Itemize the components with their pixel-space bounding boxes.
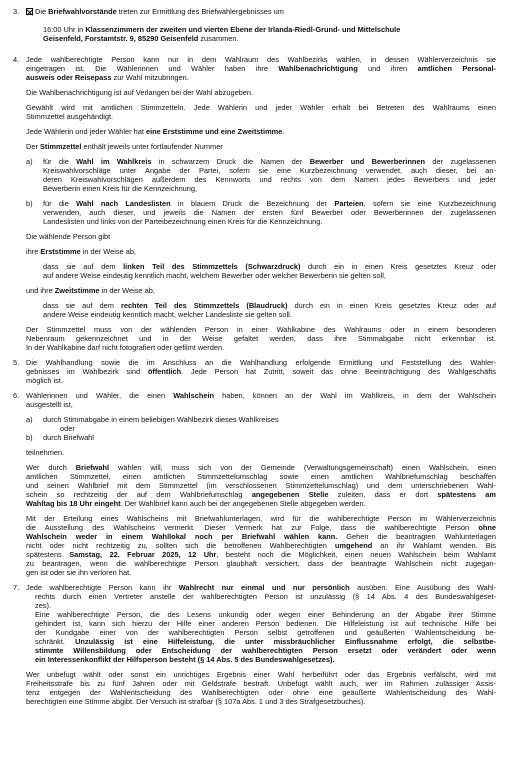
- text-segment: wählen will, muss sich von der Gemeinde (Verwaltungsgemeinschaft) einen Wahlschein, einen: [109, 463, 496, 472]
- text-segment: Freiheitsstrafe bis zu fünf Jahren oder mit Geldstrafe bestraft. Unbefugt wählt auch, wer im Rahmen zulässiger Assis-: [26, 679, 496, 688]
- text-segment: und ihren: [357, 64, 418, 73]
- bold-text: angegebenen Stelle: [251, 490, 329, 499]
- text-segment: 6.: [13, 391, 20, 400]
- text-line: [43, 310, 443, 319]
- text-line: [43, 184, 343, 193]
- text-segment: für die: [43, 157, 77, 166]
- text-line: [35, 655, 435, 664]
- text-line: [26, 376, 126, 385]
- text-segment: dass sie auf dem: [43, 262, 124, 271]
- bold-text: Stimmzettel: [39, 142, 82, 151]
- text-segment: spätestens: [26, 550, 70, 559]
- text-segment: Eine wahlberechtigte Person, die des Lesens unkundig oder wegen einer Behinderung an der Abgabe ihrer Stimme: [35, 610, 496, 619]
- bold-text: ohne: [478, 523, 496, 532]
- text-line: [43, 217, 443, 226]
- text-line: [26, 358, 496, 367]
- text-line: [26, 472, 496, 481]
- bold-text: Wahlbenachrichtigung: [278, 64, 358, 73]
- text-segment: schein so rechtzeitig der auf dem Wahlbriefumschlag: [26, 490, 252, 499]
- text-line: [26, 325, 496, 334]
- text-line: [43, 166, 496, 175]
- text-segment: 5.: [13, 358, 20, 367]
- text-segment: Der: [26, 142, 40, 151]
- text-segment: a): [26, 415, 33, 424]
- text-segment: 7.: [13, 583, 20, 592]
- text-segment: . Der Wahlbrief kann auch bei der angegebenen Stelle abgegeben werden.: [120, 499, 366, 508]
- text-line: [26, 64, 496, 73]
- text-segment: Landeslisten und links von der Parteibezeichnung einen Kreis für die Kennzeichnung.: [43, 217, 323, 226]
- text-segment: zur Wahl mitzubringen.: [111, 73, 189, 82]
- text-line: [35, 592, 496, 601]
- text-line: [43, 271, 443, 280]
- text-segment: gehindert ist, kann sich hierzu der Hilfe einer anderen Person bedienen. Die Hilfeleistung ist auf technische Hilfe bei: [35, 619, 496, 628]
- text-segment: Die: [35, 7, 49, 16]
- text-segment: durch Stimmabgabe in einem beliebigen Wahlbezirk dieses Wahlkreises: [43, 415, 279, 424]
- bold-text: umgehend: [334, 541, 373, 550]
- text-segment: die Ausstellung des Wahlscheins vermerkt. Dieser Vermerk hat zur Folge, dass die wahlberechtigte Person: [26, 523, 479, 532]
- text-line: [43, 262, 496, 271]
- text-line: [26, 670, 496, 679]
- text-line: [35, 619, 496, 628]
- bold-text: Wahlrecht nur einmal und nur persönlich: [178, 583, 350, 592]
- text-line: [26, 232, 226, 241]
- text-line: [26, 568, 226, 577]
- text-segment: .: [282, 127, 285, 136]
- text-segment: b): [26, 199, 33, 208]
- text-line: [26, 433, 38, 442]
- text-segment: eingetragen ist. Die Wählerinnen und Wähler haben ihre: [26, 64, 279, 73]
- bold-text: Unzulässig ist eine Hilfeleistung, die unter missbräuchlicher Einflussnahme erfolgt, die selbstbe-: [75, 637, 496, 646]
- bold-text: Erststimme: [40, 247, 81, 256]
- bold-text: Parteien: [334, 199, 364, 208]
- bold-text: öffentlich: [147, 367, 182, 376]
- text-line: [43, 301, 496, 310]
- text-line: [26, 679, 496, 688]
- text-segment: der zugelassenen: [425, 157, 496, 166]
- bold-text: rechten Teil des Stimmzettels (Blaudruck): [120, 301, 288, 310]
- text-line: [26, 481, 496, 490]
- text-segment: ihre: [26, 247, 41, 256]
- text-segment: Jede Wählerin und jeder Wähler hat: [26, 127, 146, 136]
- text-segment: Die Wahlhandlung sowie die im Anschluss an die Wahlhandlung erfolgende Ermittlung und Feststellung des Wahler-: [26, 358, 496, 367]
- text-line: [26, 391, 496, 400]
- text-segment: zuleiten, dass er dort: [328, 490, 438, 499]
- text-line: [26, 73, 326, 82]
- text-line: [43, 433, 143, 442]
- text-segment: zes).: [35, 601, 52, 610]
- text-segment: Bewerberin einen Kreis für die Kennzeichnung,: [43, 184, 198, 193]
- text-line: [26, 514, 496, 523]
- text-line: [26, 559, 496, 568]
- text-segment: a): [26, 157, 33, 166]
- text-line: [43, 175, 496, 184]
- text-segment: , besteht noch die Möglichkeit, einen neuen Wahlschein beim Wahlamt: [216, 550, 496, 559]
- text-segment: gen ist oder sie ihn verloren hat.: [26, 568, 132, 577]
- bold-text: ausweis oder Reisepass: [26, 73, 112, 82]
- text-segment: ausgestellt ist,: [26, 400, 73, 409]
- text-line: [13, 391, 25, 400]
- text-segment: durch ein in einen Kreis gesetztes Kreuz oder: [300, 262, 497, 271]
- text-segment: , sofern sie eine Kurzbezeichnung: [363, 199, 496, 208]
- text-line: [26, 157, 38, 166]
- bold-text: Wahlschein weder in einem Wahllokal noch per Briefwahl wählen kann.: [26, 532, 338, 541]
- bold-text: Briefwahl: [75, 463, 110, 472]
- text-segment: Die Wahlbenachrichtigung ist auf Verlangen bei der Wahl abzugeben.: [26, 88, 254, 97]
- text-line: [26, 532, 496, 541]
- text-line: [35, 610, 496, 619]
- text-line: [26, 247, 226, 256]
- text-segment: deren Kreiswahlvorschlägen außerdem des Kennworts und rechts von dem Namen jedes Bewerbers und jeder: [43, 175, 496, 184]
- bold-text: spätestens am: [437, 490, 496, 499]
- checked-checkbox-icon: [26, 8, 33, 15]
- text-line: [26, 583, 496, 592]
- bold-text: stimmte Willensbildung oder Entscheidung der wahlberechtigten Person ersetzt oder verändert oder wenn: [35, 646, 496, 655]
- bold-text: Wahlschein: [173, 391, 215, 400]
- bold-text: amtlichen Personal-: [417, 64, 496, 73]
- text-segment: Der Stimmzettel muss von der wählenden Person in einer Wahlkabine des Wahlraums oder in einem besonderen: [26, 325, 496, 334]
- text-line: [26, 463, 496, 472]
- text-segment: andere Weise eindeutig kenntlich macht, welcher Landesliste sie gelten soll.: [43, 310, 292, 319]
- text-segment: treten zur Ermittlung des Briefwahlergebnisses um: [116, 7, 284, 16]
- text-line: [26, 286, 226, 295]
- text-line: [43, 415, 343, 424]
- bold-text: linken Teil des Stimmzettels (Schwarzdruck): [123, 262, 301, 271]
- text-segment: dass sie auf dem: [43, 301, 121, 310]
- text-segment: Nebenraum gekennzeichnet und in der Weise gefaltet werden, dass ihre Stimmabgabe nicht erkennbar ist.: [26, 334, 496, 343]
- text-segment: zu beantragen, wenn die wahlberechtigte Person glaubhaft versichert, dass der beantragte Wahlschein nicht zugegan-: [26, 559, 496, 568]
- text-segment: Stimmzettel ausgehändigt.: [26, 112, 114, 121]
- text-segment: und seinen Wahlbrief mit dem Stimmzettel (im verschlossenen Stimmzettelumschlag) und dem unterschriebenen Wahl-: [26, 481, 496, 490]
- text-segment: Gehen die beantragten Wahlunterlagen: [337, 532, 496, 541]
- bold-text: Klassenzimmern der zweiten und vierten Ebene der Irlanda-Riedl-Grund- und Mittelschule: [85, 25, 401, 34]
- text-segment: in der Weise ab,: [99, 286, 155, 295]
- text-line: [43, 34, 343, 43]
- text-line: [26, 142, 426, 151]
- text-segment: amtlichen Stimmzettel, einen amtlichen Stimmzettelumschlag sowie einen amtlichen Wahlbriefumschlag beschaffen: [26, 472, 496, 481]
- text-segment: In der Wahlkabine darf nicht fotografiert oder gefilmt werden.: [26, 343, 225, 352]
- text-segment: Wer durch: [26, 463, 76, 472]
- text-segment: . Jede Person hat Zutritt, soweit das ohne Beeinträchtigung des Wahlgeschäfts: [181, 367, 496, 376]
- text-segment: ausüben. Eine Ausübung des Wahl-: [349, 583, 497, 592]
- text-segment: auf andere Weise eindeutig kenntlich macht, welchem Bewerber oder welcher Bewerberin sie gelten soll,: [43, 271, 386, 280]
- text-segment: schränkt.: [35, 637, 76, 646]
- text-segment: Mit der Erteilung eines Wahlscheins mit Briefwahlunterlagen, wird für die wahlberechtigte Person im Wählerverzeichnis: [26, 514, 496, 523]
- text-segment: Gewählt wird mit amtlichen Stimmzetteln. Jede Wählerin und jeder Wähler erhält bei Betreten des Wahlraums einen: [26, 103, 496, 112]
- bold-text: eine Erststimme und eine Zweitstimme: [145, 127, 283, 136]
- bold-text: Samstag, 22. Februar 2025, 12 Uhr: [69, 550, 217, 559]
- bold-text: Wahltag bis 18 Uhr eingeht: [26, 499, 121, 508]
- text-line: [26, 7, 326, 16]
- text-segment: Jede wahlberechtigte Person kann nur in dem Wahlraum des Wahlbezirks wählen, in dessen Wählerverzeichnis sie: [26, 55, 496, 64]
- text-segment: rechts durch einen Vertreter anstelle der wahlberechtigten Person ist unzulässig (§ 14 Abs. 4 des Bundeswahlgeset-: [35, 592, 496, 601]
- text-line: [26, 55, 496, 64]
- text-line: [26, 199, 38, 208]
- text-segment: durch ein in einen Kreis gesetztes Kreuz oder auf: [287, 301, 496, 310]
- text-line: [13, 583, 25, 592]
- text-segment: Wer unbefugt wählt oder sonst ein unrichtiges Ergebnis einer Wahl herbeiführt oder das Ergebnis verfälscht, wird mit: [26, 670, 496, 679]
- text-segment: Wählerinnen und Wähler, die einen: [26, 391, 174, 400]
- text-line: [43, 199, 496, 208]
- text-segment: nicht oder nicht rechtzeitig zu, sollten sich die betroffenen Wahlberechtigten: [26, 541, 335, 550]
- text-line: [26, 550, 496, 559]
- text-line: [26, 88, 376, 97]
- text-line: [35, 628, 496, 637]
- text-segment: teilnehmen.: [26, 448, 65, 457]
- text-segment: 3.: [13, 7, 20, 16]
- text-line: [13, 7, 25, 16]
- text-segment: zusammen.: [198, 34, 239, 43]
- bold-text: Bewerber und Bewerberinnen: [309, 157, 425, 166]
- text-line: [35, 601, 95, 610]
- text-line: [43, 25, 423, 34]
- text-line: [26, 334, 496, 343]
- text-segment: in schwarzem Druck die Namen der: [151, 157, 310, 166]
- text-line: [60, 424, 120, 433]
- text-line: [26, 499, 426, 508]
- bold-text: Wahl nach Landeslisten: [76, 199, 171, 208]
- text-segment: 16:00 Uhr in: [43, 25, 86, 34]
- text-line: [26, 127, 426, 136]
- text-line: [26, 112, 226, 121]
- text-line: [26, 688, 496, 697]
- text-line: [26, 343, 426, 352]
- text-line: [26, 523, 496, 532]
- text-line: [13, 358, 25, 367]
- text-line: [35, 646, 496, 655]
- text-segment: Kreiswahlvorschläge unter Angabe der Partei, sofern sie eine Kurzbezeichnung verwendet, auch dieser, bei an-: [43, 166, 496, 175]
- bold-text: Zweitstimme: [54, 286, 100, 295]
- bold-text: Wahl im Wahlkreis: [76, 157, 152, 166]
- text-segment: durch Briefwahl: [43, 433, 94, 442]
- text-segment: b): [26, 433, 33, 442]
- text-segment: in der Weise ab,: [80, 247, 136, 256]
- text-segment: tenz entgegen der Wahlentscheidung des Wahlberechtigten oder ohne eine geäußerte Wahlentscheidung des Wahl-: [26, 688, 496, 697]
- text-line: [26, 697, 426, 706]
- text-segment: in blauem Druck die Bezeichnung der: [170, 199, 335, 208]
- text-line: [43, 157, 496, 166]
- text-segment: möglich ist.: [26, 376, 63, 385]
- text-segment: berechtigten eine Stimme abgibt. Der Versuch ist strafbar (§ 107a Abs. 1 und 3 des Strafgesetzbuches).: [26, 697, 366, 706]
- text-segment: für die: [43, 199, 77, 208]
- text-line: [26, 415, 38, 424]
- text-segment: und ihre: [26, 286, 55, 295]
- text-segment: Die wählende Person gibt: [26, 232, 111, 241]
- text-line: [26, 448, 126, 457]
- text-line: [35, 637, 496, 646]
- text-segment: gebnisses im Wahlbezirk sind: [26, 367, 148, 376]
- text-segment: 4.: [13, 55, 20, 64]
- bold-text: Geisenfeld, Forstamtstr. 9, 85290 Geisenfeld: [43, 34, 199, 43]
- text-line: [43, 208, 496, 217]
- text-line: [26, 541, 496, 550]
- bold-text: ein Interessenkonflikt der Hilfsperson besteht (§ 14 Abs. 5 des Bundeswahlgesetzes).: [35, 655, 335, 664]
- text-line: [13, 55, 25, 64]
- text-segment: verwenden, auch dieser, und jeweils die Namen der ersten fünf Bewerber oder Bewerberinnen der zugelassenen: [43, 208, 496, 217]
- text-segment: haben, können an der Wahl im Wahlkreis, in dem der Wahlschein: [214, 391, 496, 400]
- text-segment: oder: [60, 424, 75, 433]
- text-line: [26, 490, 496, 499]
- text-line: [26, 103, 496, 112]
- text-line: [26, 400, 126, 409]
- bold-text: Briefwahlvorstände: [48, 7, 117, 16]
- text-line: [26, 367, 496, 376]
- text-segment: enthält jeweils unter fortlaufender Nummer: [81, 142, 223, 151]
- text-segment: Jede wahlberechtigte Person kann ihr: [26, 583, 179, 592]
- text-segment: der Kundgabe einer von der wahlberechtigten Person selbst getroffenen und geäußerten Wahlentscheidung be-: [35, 628, 496, 637]
- text-segment: an ihr Wahlamt wenden. Bis: [372, 541, 496, 550]
